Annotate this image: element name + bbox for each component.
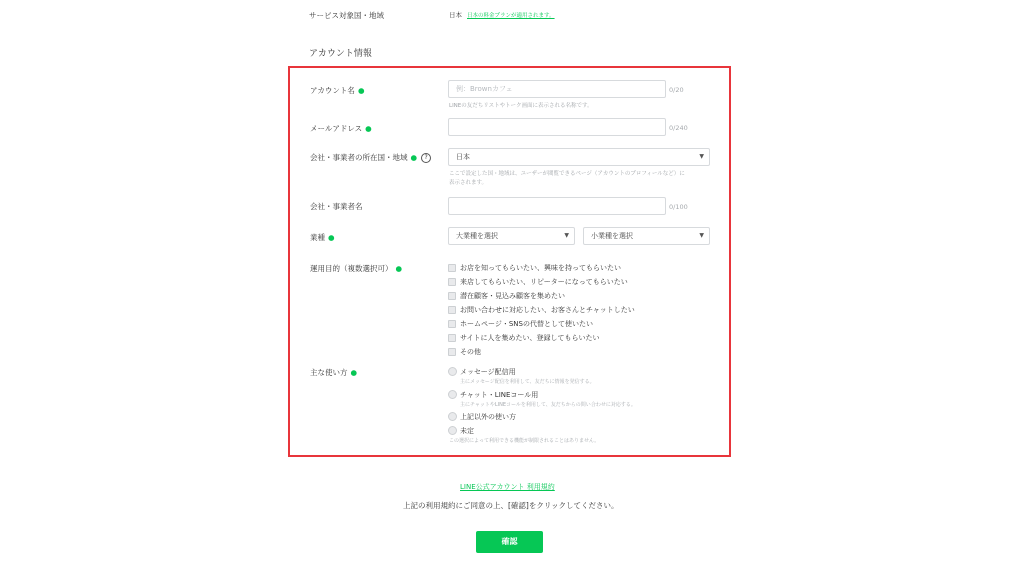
company-count: 0/100 [669,203,688,211]
purpose-option-label: 来店してもらいたい、リピーターになってもらいたい [460,278,628,286]
usage-radio[interactable] [448,367,457,376]
country-hint-line2: 表示されます。 [449,180,488,186]
usage-radio[interactable] [448,426,457,435]
pricing-plan-link[interactable]: 日本の料金プランが適用されます。 [467,13,555,19]
purpose-checkbox[interactable] [448,278,456,286]
industry-major-value: 大業種を選択 [456,232,498,240]
industry-label: 業種 ● [310,233,335,242]
country-select-value: 日本 [456,153,470,161]
email-label: メールアドレス ● [310,124,372,133]
purpose-checkbox[interactable] [448,292,456,300]
usage-label: 主な使い方 ● [310,368,358,377]
account-name-label: アカウント名 ● [310,86,365,95]
usage-radio[interactable] [448,412,457,421]
service-region-value: 日本 [449,11,462,19]
usage-option-label: 上記以外の使い方 [460,413,516,421]
chevron-down-icon: ▼ [699,232,704,239]
industry-major-select[interactable] [448,227,575,245]
usage-radio[interactable] [448,390,457,399]
purpose-option-label: 潜在顧客・見込み顧客を集めたい [460,292,565,300]
purpose-option-label: その他 [460,348,481,356]
purpose-option-label: お問い合わせに対応したい、お客さんとチャットしたい [460,306,635,314]
chevron-down-icon: ▼ [564,232,569,239]
question-circle-icon[interactable]: ? [421,153,431,163]
chevron-down-icon: ▼ [699,153,704,160]
email-count: 0/240 [669,124,688,132]
country-select[interactable] [448,148,710,166]
account-name-count: 0/20 [669,86,684,94]
account-name-hint: LINEの友だちリストやトーク画面に表示される名称です。 [449,103,593,109]
usage-option-label: メッセージ配信用 [460,368,516,376]
service-region-label: サービス対象国・地域 [309,11,384,20]
company-input[interactable] [448,197,666,215]
usage-option-label: チャット・LINEコール用 [460,391,539,399]
agree-text: 上記の利用規約にご同意の上、[確認]をクリックしてください。 [403,501,619,510]
account-name-input[interactable]: 例：Brownカフェ [448,80,666,98]
purpose-label: 運用目的（複数選択可） ● [310,264,403,273]
section-title: アカウント情報 [309,49,372,59]
purpose-checkbox[interactable] [448,334,456,342]
confirm-button[interactable]: 確認 [476,531,543,553]
industry-minor-select[interactable] [583,227,710,245]
purpose-option-label: サイトに人を集めたい、登録してもらいたい [460,334,600,342]
purpose-checkbox[interactable] [448,348,456,356]
terms-link[interactable]: LINE公式アカウント 利用規約 [460,483,555,491]
usage-option-hint: 主にメッセージ配信を利用して、友だちに情報を発信する。 [460,379,595,385]
usage-footnote: この選択によって利用できる機能が制限されることはありません。 [449,438,600,444]
usage-option-label: 未定 [460,427,474,435]
usage-option-hint: 主にチャットやLINEコールを利用して、友だちからの問い合わせに対応する。 [460,402,636,408]
country-hint-line1: ここで設定した国・地域は、ユーザーが閲覧できるページ（アカウントのプロフィールなど）に [449,171,685,177]
purpose-checkbox[interactable] [448,320,456,328]
purpose-checkbox[interactable] [448,306,456,314]
purpose-option-label: ホームページ・SNSの代替として使いたい [460,320,593,328]
email-input[interactable] [448,118,666,136]
company-label: 会社・事業者名 [310,202,363,211]
industry-minor-value: 小業種を選択 [591,232,633,240]
purpose-checkbox[interactable] [448,264,456,272]
purpose-option-label: お店を知ってもらいたい、興味を持ってもらいたい [460,264,621,272]
country-label: 会社・事業者の所在国・地域 ● ? [310,152,431,163]
